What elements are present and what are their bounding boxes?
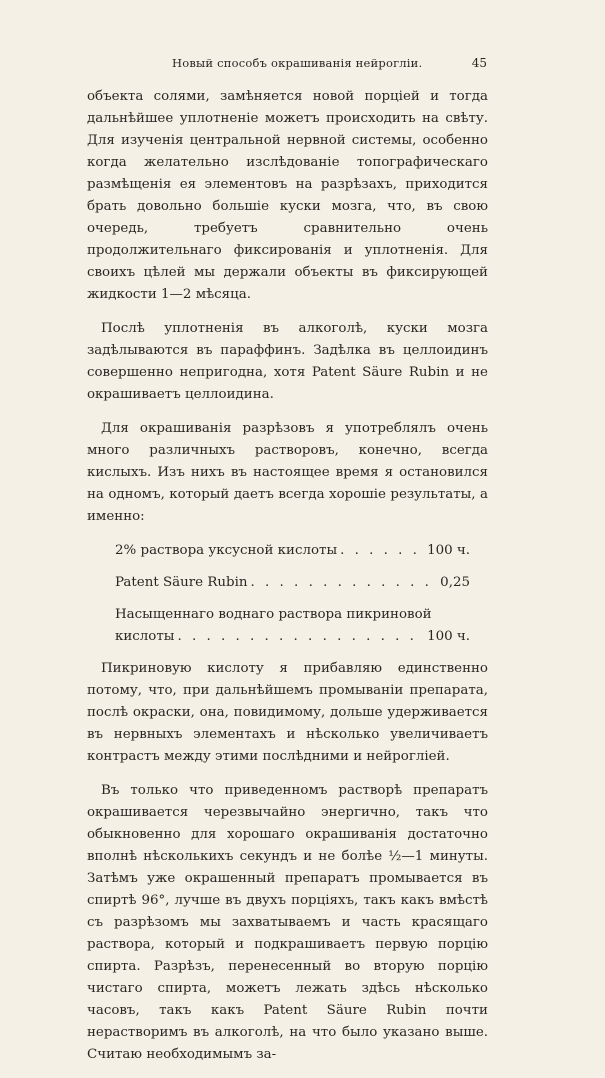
leader-dots [340,540,424,562]
recipe-item [115,626,470,648]
recipe-item [115,572,470,594]
paragraph: Послѣ уплотненія въ алкоголѣ, куски мозга задѣлываются въ параффинъ. Задѣлка въ целлоидинъ совершенно непригодна, хотя Patent Säure Rubin и не окрашиваетъ целлоидина. [87,321,488,402]
paragraph: Для окрашиванія разрѣзовъ я употреблялъ очень много различныхъ растворовъ, конечно, всегда кислыхъ. Изъ нихъ въ настоящее время я остановился на одномъ, который даетъ всегда хорошіе результаты, а именно: [87,421,488,524]
running-title: Новый способъ окрашиванія нейрогліи. [172,56,423,70]
recipe-list [115,540,470,648]
recipe-ingredient: 2% раствора уксусной кислоты [115,543,338,558]
recipe-item [115,540,470,562]
leader-dots [177,626,424,648]
paragraph: объекта солями, замѣняется новой порціей и тогда дальнѣйшее уплотненіе можетъ происходить на свѣту. Для изученія центральной нервной системы, особенно когда желательно изслѣдованіе топографическаго размѣщенія ея элементовъ на разрѣзахъ, приходится брать довольно большіе куски мозга, что, въ свою очередь, требуетъ сравнительно очень продолжительнаго фиксированія и уплотненія. Для своихъ цѣлей мы держали объекты въ фиксирующей жидкости 1—2 мѣсяца. [87,89,488,302]
page-number: 45 [471,56,487,70]
paragraph: Въ только что приведенномъ растворѣ препаратъ окрашивается черезвычайно энергично, такъ что обыкновенно для хорошаго окрашиванія достаточно вполнѣ нѣсколькихъ секундъ и не болѣе ½—1 минуты. Затѣмъ уже окрашенный препаратъ промывается въ спиртѣ 96°, лучше въ двухъ порціяхъ, такъ какъ вмѣстѣ съ разрѣзомъ мы захватываемъ и часть красящаго раствора, который и подкрашиваетъ первую порцію спирта. Разрѣзъ, перенесенный во вторую порцію чистаго спирта, можетъ лежать здѣсь нѣсколько часовъ, такъ какъ Patent Säure Rubin почти нерастворимъ въ алкоголѣ, на что было указано выше. Считаю необходимымъ за- [87,783,488,1062]
recipe-amount: 100 ч. [427,543,470,558]
paragraph: Пикриновую кислоту я прибавляю единственно потому, что, при дальнѣйшемъ промываніи препарата, послѣ окраски, она, повидимому, дольше удерживается въ нервныхъ элементахъ и нѣсколько увеличиваетъ контрастъ между этими послѣдними и нейрогліей. [87,661,488,764]
page-header [0,56,605,76]
recipe-amount: 0,25 [440,575,470,590]
recipe-ingredient: кислоты [115,629,175,644]
leader-dots [251,572,438,594]
recipe-ingredient-line: Насыщеннаго воднаго раствора пикриновой [115,607,432,622]
body-text [87,86,488,1078]
recipe-ingredient: Patent Säure Rubin [115,575,248,590]
recipe-amount: 100 ч. [427,629,470,644]
